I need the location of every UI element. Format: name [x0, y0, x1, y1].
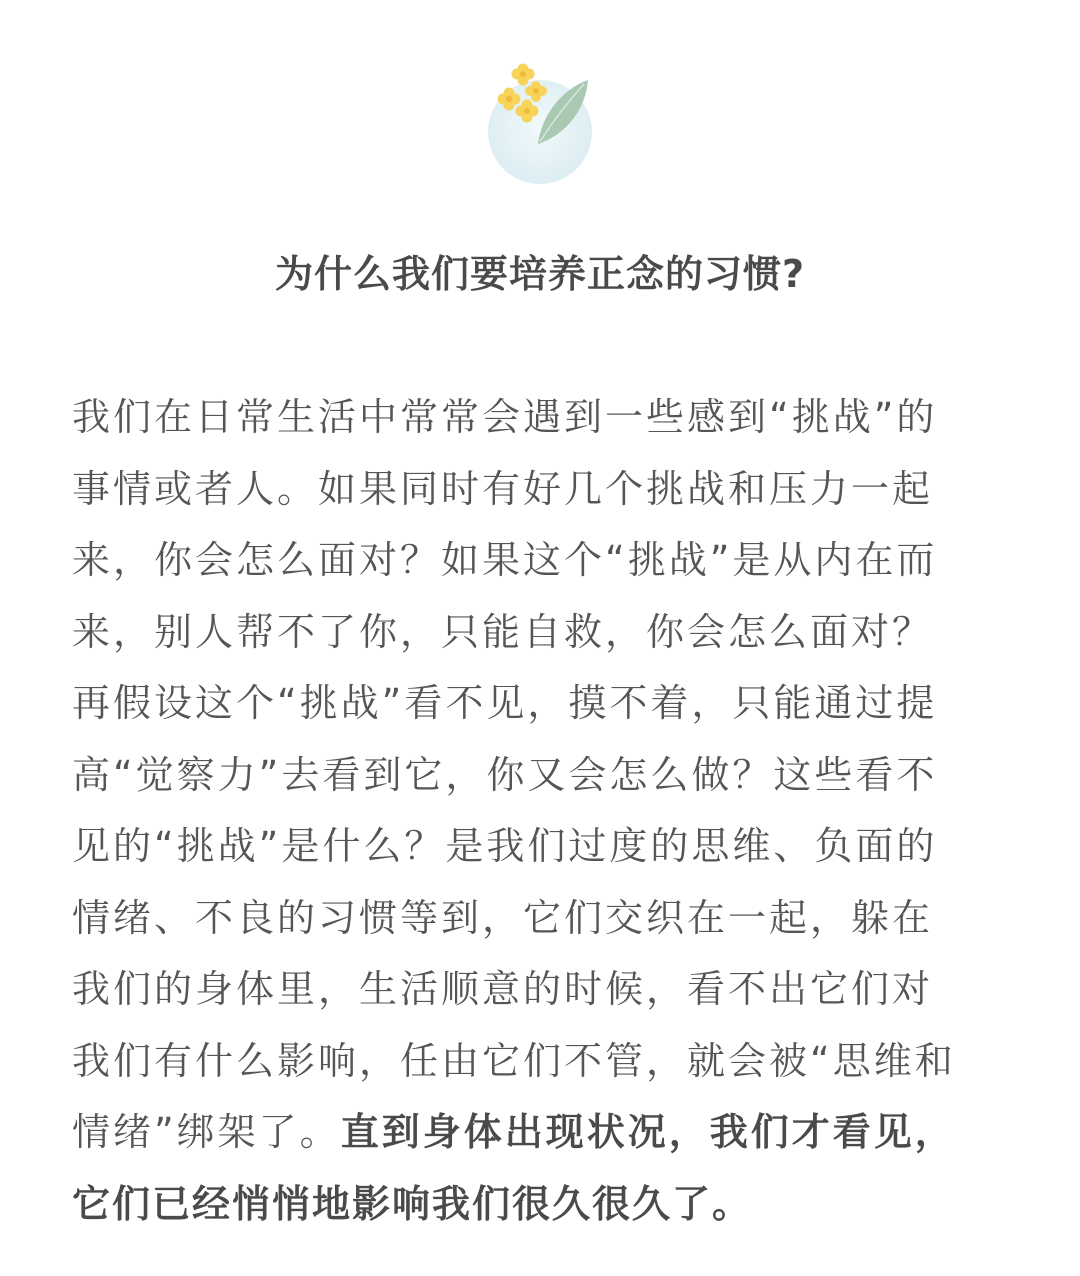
- body-line: 我们在日常生活中常常会遇到一些感到“挑战”的: [72, 395, 938, 439]
- article-body: [72, 382, 1008, 1240]
- body-line: 高“觉察力”去看到它，你又会怎么做？这些看不: [72, 752, 938, 797]
- body-line: 见的“挑战”是什么？是我们过度的思维、负面的: [72, 824, 938, 868]
- body-line: 来，别人帮不了你，只能自救，你会怎么面对？: [72, 609, 934, 654]
- flower-leaf-icon: [480, 52, 600, 187]
- body-line: 我们的身体里，生活顺意的时候，看不出它们对: [72, 967, 934, 1011]
- body-line: 来，你会怎么面对？如果这个“挑战”是从内在而: [72, 538, 938, 582]
- page-title: 为什么我们要培养正念的习惯?: [274, 252, 806, 296]
- body-line-bold-part: 直到身体出现状况，我们才看见，: [340, 1110, 956, 1154]
- body-line-regular-part: 情绪”绑架了。: [72, 1110, 341, 1154]
- body-line: 我们有什么影响，任由它们不管，就会被“思维和: [72, 1038, 956, 1083]
- body-line: 事情或者人。如果同时有好几个挑战和压力一起: [72, 466, 934, 511]
- body-line-mixed: [72, 1097, 1008, 1169]
- body-line-bold-part: 它们已经悄悄地影响我们很久很久了。: [72, 1181, 753, 1226]
- body-line-bold: [72, 1169, 1008, 1241]
- body-line: 再假设这个“挑战”看不见，摸不着，只能通过提: [72, 681, 938, 725]
- body-line: 情绪、不良的习惯等到，它们交织在一起，躲在: [72, 895, 934, 940]
